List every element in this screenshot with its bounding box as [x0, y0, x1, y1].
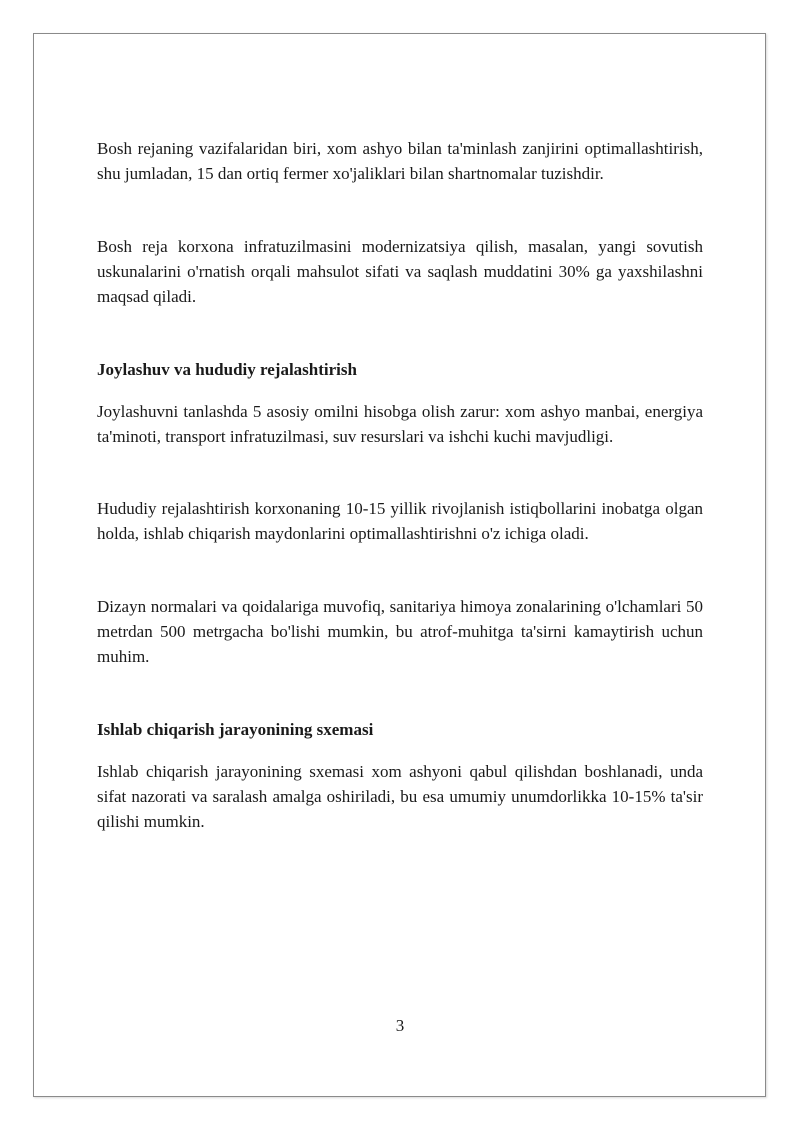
paragraph-supply-chain: Bosh rejaning vazifalaridan biri, xom ashyo bilan ta'minlash zanjirini optimallashtirish, shu jumladan, 15 dan ortiq fermer xo'jaliklari bilan shartnomalar tuzishdir.	[97, 139, 703, 183]
page-number: 3	[395, 1016, 405, 1035]
paragraph-sanitary-zones: Dizayn normalari va qoidalariga muvofiq, sanitariya himoya zonalarining o'lchamlari 50 metrdan 500 metrgacha bo'lishi mumkin, bu atrof-muhitga ta'sirni kamaytirish uchun muhim.	[97, 597, 703, 666]
page-content	[97, 136, 703, 834]
paragraph-infrastructure: Bosh reja korxona infratuzilmasini modernizatsiya qilish, masalan, yangi sovutish uskunalarini o'rnatish orqali mahsulot sifati va saqlash muddatini 30% ga yaxshilashni maqsad qiladi.	[97, 237, 703, 306]
paragraph-production-process: Ishlab chiqarish jarayonining sxemasi xom ashyoni qabul qilishdan boshlanadi, unda sifat nazorati va saralash amalga oshiriladi, bu esa umumiy unumdorlikka 10-15% ta'sir qilishi mumkin.	[97, 762, 703, 831]
section-heading-production-scheme: Ishlab chiqarish jarayonining sxemasi	[97, 720, 374, 739]
paragraph-location-factors: Joylashuvni tanlashda 5 asosiy omilni hisobga olish zarur: xom ashyo manbai, energiya ta'minoti, transport infratuzilmasi, suv resurslari va ishchi kuchi mavjudligi.	[97, 402, 703, 446]
section-heading-location: Joylashuv va hududiy rejalashtirish	[97, 360, 357, 379]
paragraph-territorial-planning: Hududiy rejalashtirish korxonaning 10-15 yillik rivojlanish istiqbollarini inobatga olgan holda, ishlab chiqarish maydonlarini optimallashtirishni o'z ichiga oladi.	[97, 499, 703, 543]
